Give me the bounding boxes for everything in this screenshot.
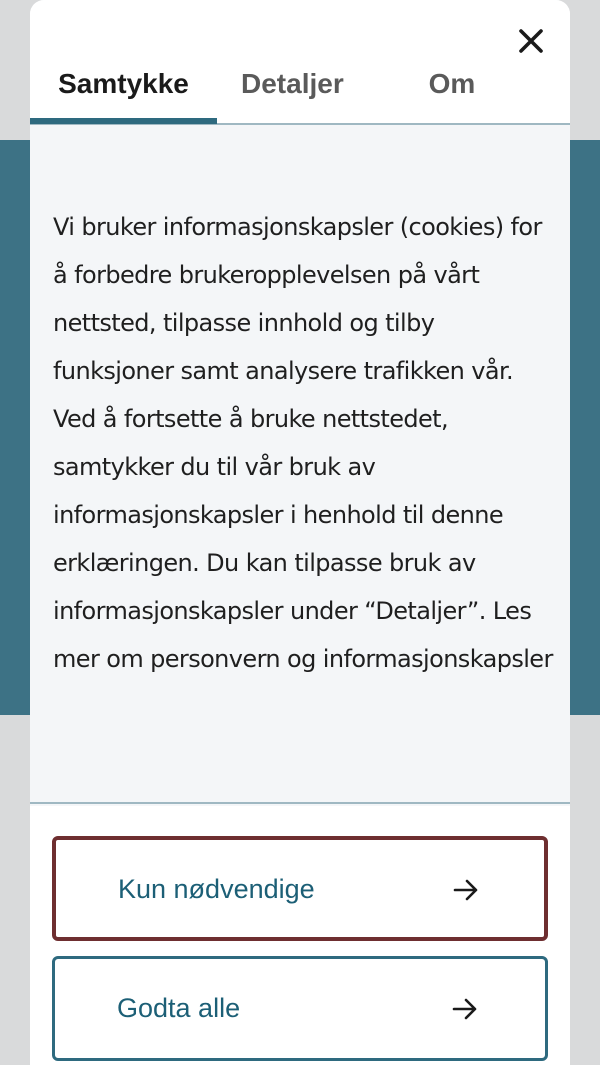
tab-detaljer[interactable]: Detaljer bbox=[241, 68, 344, 99]
arrow-right-icon bbox=[452, 876, 480, 904]
dialog-footer bbox=[30, 806, 570, 1065]
tab-bar bbox=[30, 58, 570, 125]
close-icon bbox=[514, 24, 548, 58]
arrow-right-icon bbox=[451, 995, 479, 1023]
necessary-only-label: Kun nødvendige bbox=[118, 874, 315, 904]
consent-content bbox=[30, 127, 570, 804]
accept-all-label: Godta alle bbox=[117, 993, 241, 1023]
accept-all-button[interactable] bbox=[52, 956, 548, 1061]
dialog-header bbox=[30, 0, 570, 125]
active-tab-indicator bbox=[30, 118, 217, 124]
tab-om[interactable]: Om bbox=[428, 68, 476, 99]
necessary-only-button[interactable] bbox=[52, 836, 548, 941]
cookie-consent-dialog bbox=[30, 0, 570, 1065]
tab-samtykke[interactable]: Samtykke bbox=[58, 68, 189, 99]
consent-text: Vi bruker informasjonskapsler (cookies) for å forbedre brukeropplevelsen på vårt nettsted, tilpasse innhold og tilby funksjoner samt analysere trafikken vår. Ved å fortsette å bruke nettstedet, samtykker du til vår bruk av informasjonskapsler i henhold til denne erklæringen. Du kan tilpasse bruk av informasjonskapsler under “Detaljer”. Les mer om personvern og informasjonskapsler bbox=[53, 213, 553, 673]
close-button[interactable] bbox=[514, 24, 548, 58]
